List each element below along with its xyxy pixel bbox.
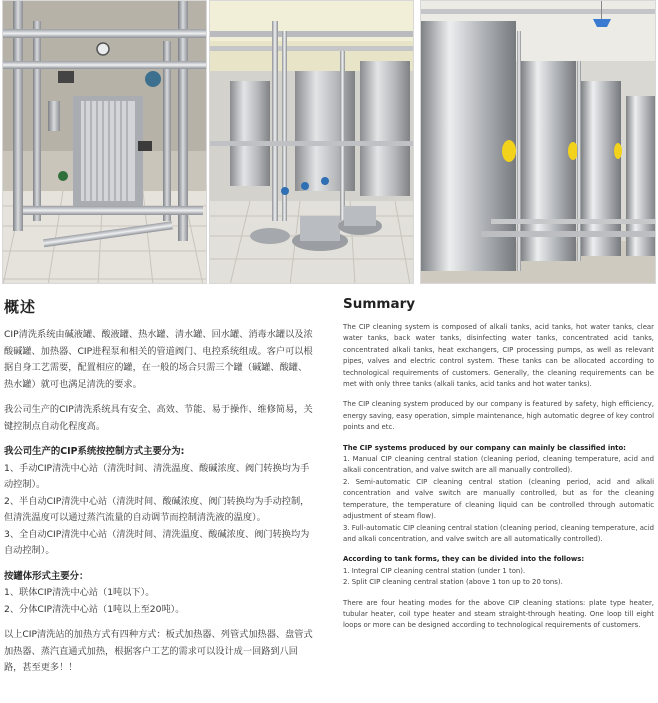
photo-tank-row <box>420 0 656 284</box>
english-heating-paragraph: There are four heating modes for the above CIP cleaning stations: plate type heater, tubular heater, coil type heater and steam straight-through heating. One loop till eight loops or more can be designed according to technological requirements of customers. <box>343 598 654 630</box>
english-title: Summary <box>343 296 416 312</box>
chinese-column <box>4 296 316 677</box>
chinese-intro-paragraph: CIP清洗系统由碱液罐、酸液罐、热水罐、清水罐、回水罐、消毒水罐以及浓酸碱罐、加热器、CIP进程泵和相关的管道阀门、电控系统组成。客户可以根据自身工艺需要，配置相应的罐，在一般的场合只需三个罐（碱罐、酸罐、热水罐）就可也满足清洗的要求。 <box>4 329 313 390</box>
english-tank-item: 1. Integral CIP cleaning central station (under 1 ton). <box>343 566 526 575</box>
chinese-tank-item: 1、联体CIP清洗中心站（1吨以下）。 <box>4 587 155 598</box>
photo-tanks-pumps <box>209 0 414 284</box>
chinese-heating-paragraph: 以上CIP清洗站的加热方式有四种方式：板式加热器、列管式加热器、盘管式加热器、蒸汽直通式加热，根据客户工艺的需求可以设计成一回路到八回路，甚至更多！！ <box>4 629 313 673</box>
english-features-paragraph: The CIP cleaning system produced by our company is featured by safety, high efficiency, energy saving, easy operation, simple maintenance, high automatic degree of key control points and etc. <box>343 400 654 432</box>
chinese-tank-item: 2、分体CIP清洗中心站（1吨以上至20吨）。 <box>4 603 185 615</box>
chinese-control-item: 3、全自动CIP清洗中心站（清洗时间、清洗温度、酸碱浓度、阀门转换均为自动控制）。 <box>4 528 310 556</box>
chinese-title: 概述 <box>4 298 37 316</box>
english-control-heading: The CIP systems produced by our company can mainly be classified into: <box>343 443 626 452</box>
chinese-control-item: 1、手动CIP清洗中心站（清洗时间、清洗温度、酸碱浓度、阀门转换均为手动控制）。 <box>4 462 310 490</box>
english-control-item: 1. Manual CIP cleaning central station (cleaning period, cleaning temperature, acid and alkali concentration, and valve switch are all manually controlled). <box>343 455 654 475</box>
photo-strip <box>0 0 658 284</box>
photo-heat-exchanger <box>2 0 207 284</box>
english-tank-heading: According to tank forms, they can be divided into the follows: <box>343 555 585 564</box>
chinese-features-paragraph: 我公司生产的CIP清洗系统具有安全、高效、节能、易于操作、维修简易，关键控制点自动化程度高。 <box>4 404 313 432</box>
english-tank-item: 2. Split CIP cleaning central station (above 1 ton up to 20 tons). <box>343 578 563 587</box>
english-column <box>343 296 654 632</box>
chinese-tank-heading: 按罐体形式主要分： <box>4 570 89 582</box>
chinese-control-heading: 我公司生产的CIP系统按控制方式主要分为: <box>4 446 185 457</box>
chinese-control-item: 2、半自动CIP清洗中心站（清洗时间、酸碱浓度、阀门转换均为手动控制，但清洗温度可以通过蒸汽流量的自动调节而控制清洗液的温度）。 <box>4 495 310 523</box>
english-control-item: 3. Full-automatic CIP cleaning central station (cleaning period, cleaning temperature, acid and alkali concentration, and valve switch are all automatically controlled). <box>343 523 654 543</box>
english-intro-paragraph: The CIP cleaning system is composed of alkali tanks, acid tanks, hot water tanks, clear water tanks, back water tanks, disinfecting water tanks, concentrated acid tanks, concentrated alkali tanks, heat exchangers, CIP processing pumps, as well as relevant pipes, valves and electric control system. These tanks can be allocated according to technological requirements of customers. Generally, the cleaning requirements can be met with only three tanks (alkali tanks, acid tanks and hot water tanks). <box>343 323 654 389</box>
english-control-item: 2. Semi-automatic CIP cleaning central station (cleaning period, acid and alkali concentration and valve switch are manually controlled, but as for the cleaning temperature, the temperature of cleaning liquid can be controlled through automatic adjustment of steam flow). <box>343 477 654 521</box>
